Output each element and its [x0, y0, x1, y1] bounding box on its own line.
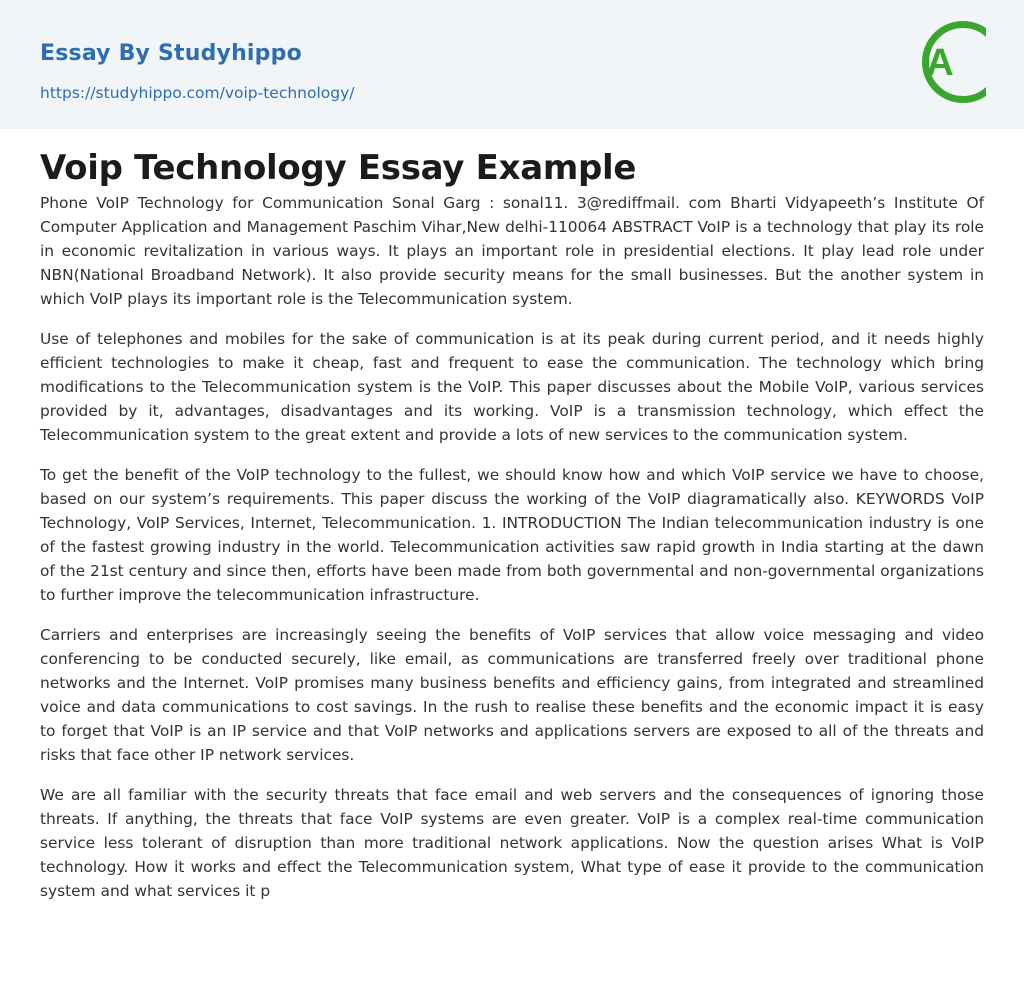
brand-title[interactable]: Essay By Studyhippo	[40, 41, 302, 66]
source-url-link[interactable]: https://studyhippo.com/voip-technology/	[40, 84, 355, 102]
article	[0, 147, 1024, 903]
page-title: Voip Technology Essay Example	[40, 148, 637, 188]
article-paragraph: Use of telephones and mobiles for the sake of communication is at its peak during current period, and it needs highly efficient technologies to make it cheap, fast and frequent to ease the communication. The technology which bring modifications to the Telecommunication system is the VoIP. This paper discusses about the Mobile VoIP, various services provided by it, advantages, disadvantages and its working. VoIP is a transmission technology, which effect the Telecommunication system to the great extent and provide a lots of new services to the communication system.	[40, 330, 984, 444]
article-paragraph: Carriers and enterprises are increasingly seeing the benefits of VoIP services that allow voice messaging and video conferencing to be conducted securely, like email, as communications are transferred freely over traditional phone networks and the Internet. VoIP promises many business benefits and efficiency gains, from integrated and streamlined voice and data communications to cost savings. In the rush to realise these benefits and the economic impact it is easy to forget that VoIP is an IP service and that VoIP networks and applications servers are exposed to all of the threats and risks that face other IP network services.	[40, 626, 984, 764]
article-paragraph: We are all familiar with the security threats that face email and web servers and the consequences of ignoring those threats. If anything, the threats that face VoIP systems are even greater. VoIP is a complex real-time communication service less tolerant of disruption than more traditional network applications. Now the question arises What is VoIP technology. How it works and effect the Telecommunication system, What type of ease it provide to the communication system and what services it p	[40, 786, 984, 900]
site-header	[0, 0, 1024, 129]
article-paragraph: Phone VoIP Technology for Communication Sonal Garg : sonal11. 3@rediffmail. com Bharti Vidyapeeth’s Institute Of Computer Application and Management Paschim Vihar,New delhi-110064 ABSTRACT VoIP is a technology that play its role in economic revitalization in various ways. It plays an important role in presidential elections. It play lead role under NBN(National Broadband Network). It also provide security means for the small businesses. But the another system in which VoIP plays its important role is the Telecommunication system.	[40, 194, 984, 308]
logo-letter: A	[926, 42, 954, 84]
article-paragraph: To get the benefit of the VoIP technology to the fullest, we should know how and which VoIP service we have to choose, based on our system’s requirements. This paper discuss the working of the VoIP diagramatically also. KEYWORDS VoIP Technology, VoIP Services, Internet, Telecommunication. 1. INTRODUCTION The Indian telecommunication industry is one of the fastest growing industry in the world. Telecommunication activities saw rapid growth in India starting at the dawn of the 21st century and since then, efforts have been made from both governmental and non-governmental organizations to further improve the telecommunication infrastructure.	[40, 466, 984, 604]
studyhippo-logo-icon[interactable]	[913, 19, 986, 105]
